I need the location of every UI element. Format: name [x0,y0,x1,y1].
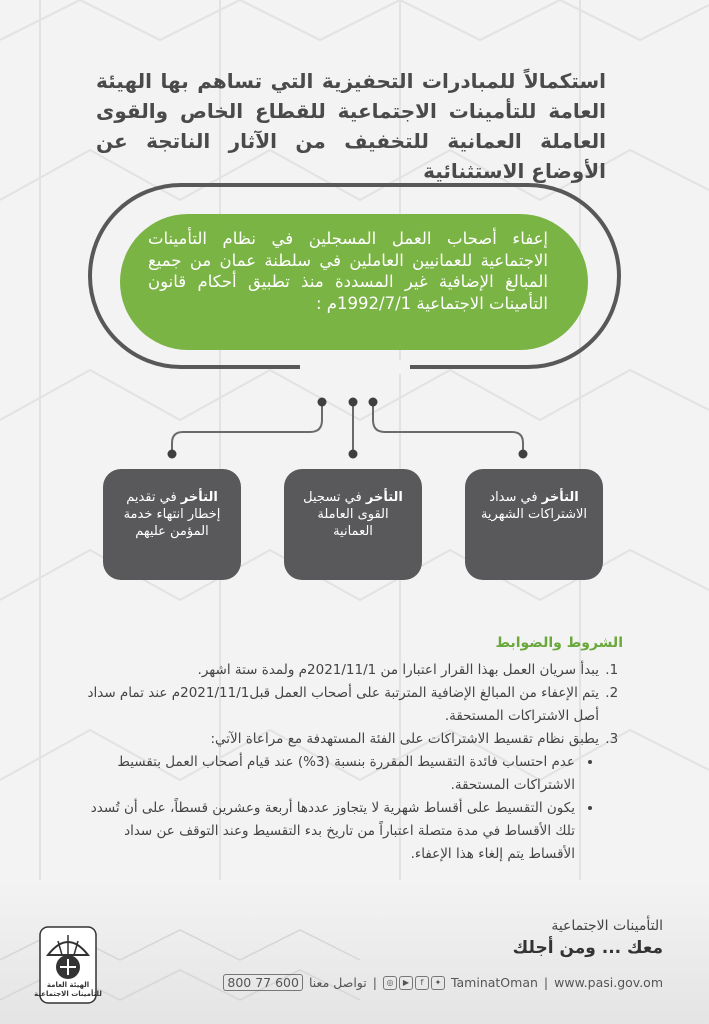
box-late-payment-text: في سداد الاشتراكات الشهرية [480,490,588,522]
condition-item-3 [83,728,601,866]
box-late-payment-strong: التأخر [541,490,579,505]
twitter-icon[interactable]: ✦ [431,976,445,990]
headline: استكمالاً للمبادرات التحفيزية التي تساهم بها الهيئة العامة للتأمينات الاجتماعية للقطاع الخاص والقوى العاملة العمانية للتخفيف من الآثار الناتجة عن الأوضاع الاستثنائية [96,69,606,183]
facebook-icon[interactable]: f [415,976,429,990]
footer-contact-line [223,974,663,991]
condition-item-1: 1. يبدأ سريان العمل بهذا القرار اعتبارا من 2021/11/1م ولمدة ستة اشهر. [83,659,601,682]
connector-lines [0,388,709,468]
footer-separator-2: | [372,975,377,990]
conditions-title: الشروط والضوابط [495,635,623,651]
conditions-section [83,632,623,866]
instagram-icon[interactable]: ◎ [383,976,397,990]
social-icons [383,976,445,990]
conditions-list [83,659,623,866]
condition-sublist [83,751,599,866]
dot-top-left [318,398,327,407]
footer-slogan: معك ... ومن أجلك [512,938,663,958]
exemption-pill [120,214,588,350]
condition-subitem-1: • عدم احتساب فائدة التقسيط المقررة بنسبة (3%) عند قيام أصحاب العمل بتقسيط الاشتراكات المستحقة. [83,751,577,797]
box-late-registration-text: في تسجيل القوى العاملة العمانية [303,490,389,539]
dot-bottom-left [168,450,177,459]
dot-top-center [349,398,358,407]
dot-bottom-center [349,450,358,459]
box-late-notice-text: في تقديم إخطار انتهاء خدمة المؤمن عليهم [123,490,221,539]
logo-text: الهيئة العامة للتأمينات الاجتماعية [34,981,102,998]
youtube-icon[interactable]: ▶ [399,976,413,990]
condition-item-2: 2. يتم الإعفاء من المبالغ الإضافية المترتبة على أصحاب العمل قبل2021/11/1م عند تمام سداد أصل الاشتراكات المستحقة. [83,682,601,728]
dot-bottom-right [519,450,528,459]
box-late-payment [465,469,603,580]
outline-gap [300,360,410,374]
footer-org-name: التأمينات الاجتماعية [551,918,663,934]
exemption-text: إعفاء أصحاب العمل المسجلين في نظام التأمينات الاجتماعية للعمانيين العاملين في سلطنة عمان من جميع المبالغ الإضافية غير المسددة منذ تطبيق أحكام قانون التأمينات الاجتماعية 1992/7/1م : [148,229,548,313]
footer-phone[interactable]: 800 77 600 [223,974,303,991]
footer-handle[interactable]: TaminatOman [450,975,538,990]
footer-website[interactable]: www.pasi.gov.om [554,975,663,990]
condition-subitem-2: • يكون التقسيط على أقساط شهرية لا يتجاوز عددها أربعة وعشرين قسطاً، على أن تُسدد تلك الأقساط في مدة متصلة اعتباراً من تاريخ بدء التقسيط وعند التوقف عن سداد الأقساط يتم إلغاء هذا الإعفاء. [83,797,577,866]
condition-item-3-text: يطبق نظام تقسيط الاشتراكات على الفئة المستهدفة مع مراعاة الآتي: [210,731,599,747]
box-late-notice-strong: التأخر [180,490,218,505]
box-late-notice [103,469,241,580]
footer-separator: | [543,975,549,990]
box-late-registration [284,469,422,580]
box-late-registration-strong: التأخر [365,490,403,505]
dot-top-right [369,398,378,407]
footer-contact-label: تواصل معنا [308,975,367,990]
